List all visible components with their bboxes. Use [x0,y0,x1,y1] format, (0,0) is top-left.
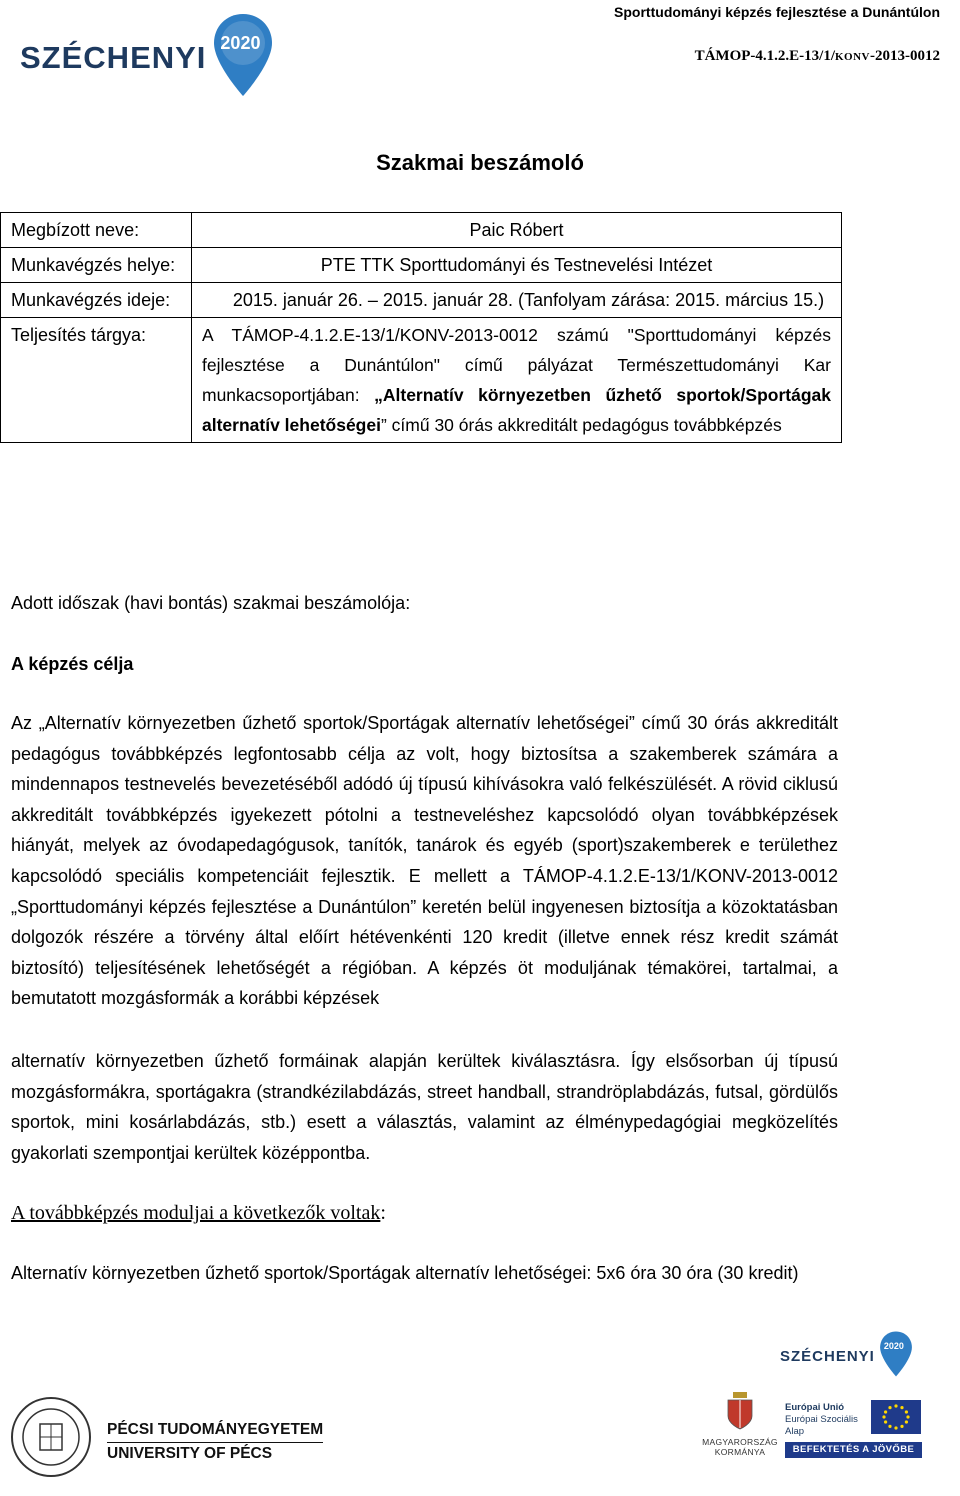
info-table [0,212,842,443]
goal-paragraph-continued: alternatív környezetben űzhető formáinak alapján kerültek kiválasztásra. Így elsősorban új típusú mozgásformákra, sportágakra (strandkézilabdázás, street handball, strandröplabdázás, futsal, gördülős sportok, mini kosárlabdázás, stb.) esett a választás, valamint az élménypedagógiai megközelítés gyakorlati szempontjai kerültek középpontba. [11,1051,838,1163]
project-code-part: -2013-0012 [870,48,940,64]
logo-year: 2020 [883,1341,904,1351]
university-seal-icon [10,1396,92,1478]
government-line: KORMÁNYA [714,1447,766,1457]
row-label: Teljesítés tárgya: [1,318,192,443]
map-pin-icon [212,12,274,103]
modules-heading-text: A továbbképzés moduljai a következők voltak [11,1202,381,1224]
section-goal-heading: A képzés célja [11,654,134,674]
coat-of-arms-icon [726,1392,754,1430]
project-title: Sporttudományi képzés fejlesztése a Dunántúlon [614,4,940,20]
row-value: 2015. január 26. – 2015. január 28. (Tanfolyam zárása: 2015. március 15.) [192,283,842,318]
eu-line: Alap [785,1426,805,1437]
map-pin-icon [879,1330,913,1383]
goal-paragraph: Az „Alternatív környezetben űzhető sportok/Sportágak alternatív lehetőségei” című 30 órás akkreditált pedagógus továbbképzés legfontosabb célja az volt, hogy biztosítsa a szakemberek számára a mindennapos testnevelés bevezetéséből adódó új típusú kihívásokra való felkészülését. A rövid ciklusú akkreditált továbbképzés igyekezett pótolni a testneveléshez kapcsolódó olyan továbbképzések hiányát, melyek az óvodapedagógusok, tanítók, tanárok és egyéb (sport)szakemberek e területhez kapcsolódó speciális kompetenciáit fejlesztik. E mellett a TÁMOP-4.1.2.E-13/1/KONV-2013-0012 „Sporttudományi képzés fejlesztése a Dunántúlon” keretén belül ingyenesen biztosítja a közoktatásban dolgozók részére a törvény által előírt hétévenkénti 120 kredit (illetve ennek rész kredit számát biztosító) teljesítésének lehetőségét a régióban. A képzés öt moduljának témakörei, tartalmai, a bemutatott mozgásformák a korábbi képzések [11,713,838,1009]
university-name [107,1419,323,1464]
eu-line: Európai Unió [785,1402,845,1413]
page-title: Szakmai beszámoló [376,150,584,175]
eu-social-fund-logo [785,1400,925,1460]
szechenyi-logo-word: SZÉCHENYI [20,39,207,75]
eu-text [785,1402,865,1438]
government-text [700,1437,780,1457]
project-code [695,48,940,65]
section-period-heading: Adott időszak (havi bontás) szakmai beszámolója: [11,593,411,613]
project-code-part: KONV [835,51,870,63]
module-line: Alternatív környezetben űzhető sportok/Sportágak alternatív lehetőségei: 5x6 óra 30 óra (30 kredit) [11,1263,799,1283]
eu-line: Európai Szociális [785,1414,858,1425]
szechenyi-2020-logo [20,12,274,103]
hungarian-government-logo [700,1392,780,1457]
szechenyi-logo-word: SZÉCHENYI [780,1348,875,1365]
row-label: Munkavégzés ideje: [1,283,192,318]
logo-year: 2020 [220,33,261,53]
szechenyi-2020-footer-logo [780,1330,913,1383]
row-value: PTE TTK Sporttudományi és Testnevelési Intézet [192,248,842,283]
eu-slogan: BEFEKTETÉS A JÖVŐBE [785,1442,922,1458]
subject-text: ” című 30 órás akkreditált pedagógus továbbképzés [380,415,782,435]
table-row [1,213,842,248]
modules-heading-colon: : [380,1202,386,1224]
government-line: MAGYARORSZÁG [702,1437,778,1447]
table-row [1,283,842,318]
row-label: Megbízott neve: [1,213,192,248]
table-row [1,318,842,443]
subject-value [192,318,842,443]
row-value: Paic Róbert [192,213,842,248]
modules-heading [11,1198,838,1229]
row-label: Munkavégzés helye: [1,248,192,283]
university-name-en: UNIVERSITY OF PÉCS [107,1445,273,1462]
eu-flag-icon [871,1400,921,1434]
table-row [1,248,842,283]
university-name-hu: PÉCSI TUDOMÁNYEGYETEM [107,1419,323,1443]
project-code-part: TÁMOP-4.1.2.E-13/1/ [694,48,835,64]
course-name: „Alternatív környezetben űzhető sportok/Sportágak alternatív lehetőségei [202,385,831,435]
subject-text: A TÁMOP-4.1.2.E-13/1/KONV-2013-0012 számú "Sporttudományi képzés fejlesztése a Dunántúlon" című pályázat Természettudományi Kar munkacsoportjában: [202,325,831,405]
